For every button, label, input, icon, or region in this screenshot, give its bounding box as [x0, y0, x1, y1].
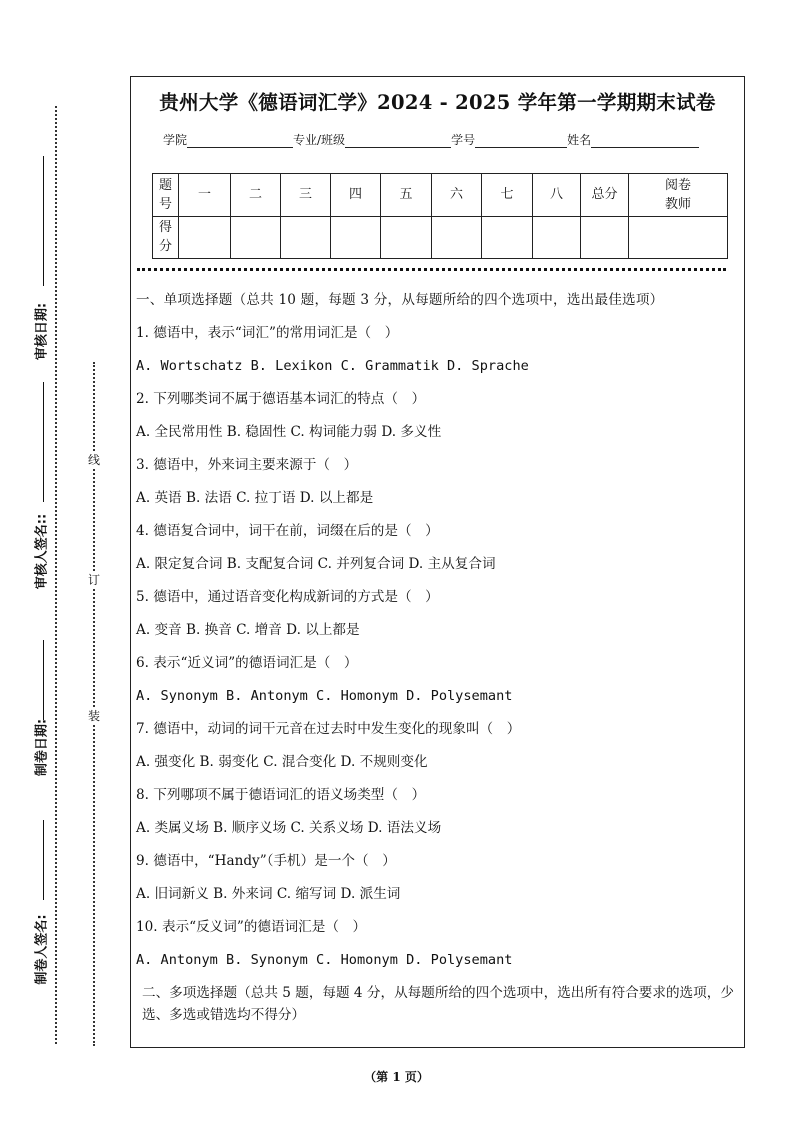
score-header-row: [153, 174, 728, 217]
question-text: 1. 德语中，表示“词汇”的常用词汇是（ ）: [136, 325, 399, 341]
question-text: 10. 表示“反义词”的德语词汇是（ ）: [136, 919, 367, 935]
score-cell[interactable]: [179, 216, 231, 259]
row-label-score: 得分: [153, 216, 179, 259]
score-cell[interactable]: [432, 216, 482, 259]
score-cell-grader[interactable]: [629, 216, 728, 259]
score-col-header: 三: [281, 174, 331, 217]
score-col-header: 五: [381, 174, 432, 217]
reviewer-signature-label: 审核人签名::: [34, 513, 50, 590]
exam-title: 贵州大学《德语词汇学》2024 - 2025 学年第一学期期末试卷: [159, 91, 716, 114]
question-text: 9. 德语中，“Handy”（手机）是一个（ ）: [136, 853, 396, 869]
maker-signature-rule: [43, 820, 44, 900]
score-cell[interactable]: [331, 216, 381, 259]
score-col-header: 二: [231, 174, 281, 217]
name-label: 姓名: [567, 133, 592, 147]
major-label: 专业/班级: [293, 133, 346, 147]
score-cell[interactable]: [281, 216, 331, 259]
page-number: （第 1 页）: [364, 1070, 429, 1084]
header-dotted-separator: [137, 268, 726, 271]
score-col-header: 七: [482, 174, 533, 217]
maker-signature-label: 制卷人签名:: [34, 914, 50, 985]
score-cell-total[interactable]: [581, 216, 629, 259]
section1-heading: 一、单项选择题（总共 10 题，每题 3 分，从每题所给的四个选项中，选出最佳选项）: [136, 292, 664, 308]
section2-heading: 二、多项选择题（总共 5 题，每题 4 分，从每题所给的四个选项中，选出所有符合要求的选项，少选、多选或错选均不得分）: [142, 985, 734, 1023]
question-text: 2. 下列哪类词不属于德语基本词汇的特点（ ）: [136, 391, 426, 407]
question-options: A. 英语 B. 法语 C. 拉丁语 D. 以上都是: [136, 490, 374, 506]
question-text: 4. 德语复合词中，词干在前，词缀在后的是（ ）: [136, 523, 439, 539]
question-options: A. 变音 B. 换音 C. 增音 D. 以上都是: [136, 622, 360, 638]
score-cell[interactable]: [231, 216, 281, 259]
student-info-row: [163, 131, 699, 148]
score-col-header-total: 总分: [581, 174, 629, 217]
question-text: 6. 表示“近义词”的德语词汇是（ ）: [136, 655, 358, 671]
score-col-header: 八: [533, 174, 581, 217]
score-cell[interactable]: [381, 216, 432, 259]
question-options: A. 全民常用性 B. 稳固性 C. 构词能力弱 D. 多义性: [136, 424, 442, 440]
college-field[interactable]: [187, 134, 293, 148]
exam-frame: [130, 76, 745, 1048]
question-text: 3. 德语中，外来词主要来源于（ ）: [136, 457, 358, 473]
score-table: [152, 173, 728, 259]
question-options: A. 类属义场 B. 顺序义场 C. 关系义场 D. 语法义场: [136, 820, 442, 836]
question-text: 5. 德语中，通过语音变化构成新词的方式是（ ）: [136, 589, 439, 605]
binding-line-char: 线: [84, 452, 104, 468]
binding-bind-char: 装: [84, 708, 104, 724]
question-text: 7. 德语中，动词的词干元音在过去时中发生变化的现象叫（ ）: [136, 721, 521, 737]
score-col-header: 四: [331, 174, 381, 217]
question-options: A. 限定复合词 B. 支配复合词 C. 并列复合词 D. 主从复合词: [136, 556, 496, 572]
maker-date-rule: [43, 640, 44, 720]
score-col-header-grader: 阅卷教师: [629, 174, 728, 217]
left-dotted-divider: [55, 106, 57, 1044]
reviewer-date-label: 审核日期:: [34, 302, 50, 361]
student-id-label: 学号: [451, 133, 476, 147]
exam-content: [136, 289, 741, 1026]
score-col-header: 一: [179, 174, 231, 217]
score-value-row: [153, 216, 728, 259]
question-options: A. Synonym B. Antonym C. Homonym D. Polysemant: [136, 688, 513, 704]
question-options: A. Antonym B. Synonym C. Homonym D. Polysemant: [136, 952, 513, 968]
score-cell[interactable]: [533, 216, 581, 259]
major-field[interactable]: [345, 134, 451, 148]
question-options: A. 旧词新义 B. 外来词 C. 缩写词 D. 派生词: [136, 886, 401, 902]
binding-order-char: 订: [84, 572, 104, 588]
reviewer-signature-rule: [43, 382, 44, 502]
question-text: 8. 下列哪项不属于德语词汇的语义场类型（ ）: [136, 787, 426, 803]
question-options: A. Wortschatz B. Lexikon C. Grammatik D. Sprache: [136, 358, 529, 374]
score-cell[interactable]: [482, 216, 533, 259]
row-label-question-number: 题号: [153, 174, 179, 217]
student-id-field[interactable]: [475, 134, 567, 148]
name-field[interactable]: [591, 134, 699, 148]
question-options: A. 强变化 B. 弱变化 C. 混合变化 D. 不规则变化: [136, 754, 428, 770]
reviewer-date-rule: [43, 156, 44, 286]
college-label: 学院: [163, 133, 188, 147]
maker-date-label: 制卷日期:: [34, 718, 50, 777]
score-col-header: 六: [432, 174, 482, 217]
